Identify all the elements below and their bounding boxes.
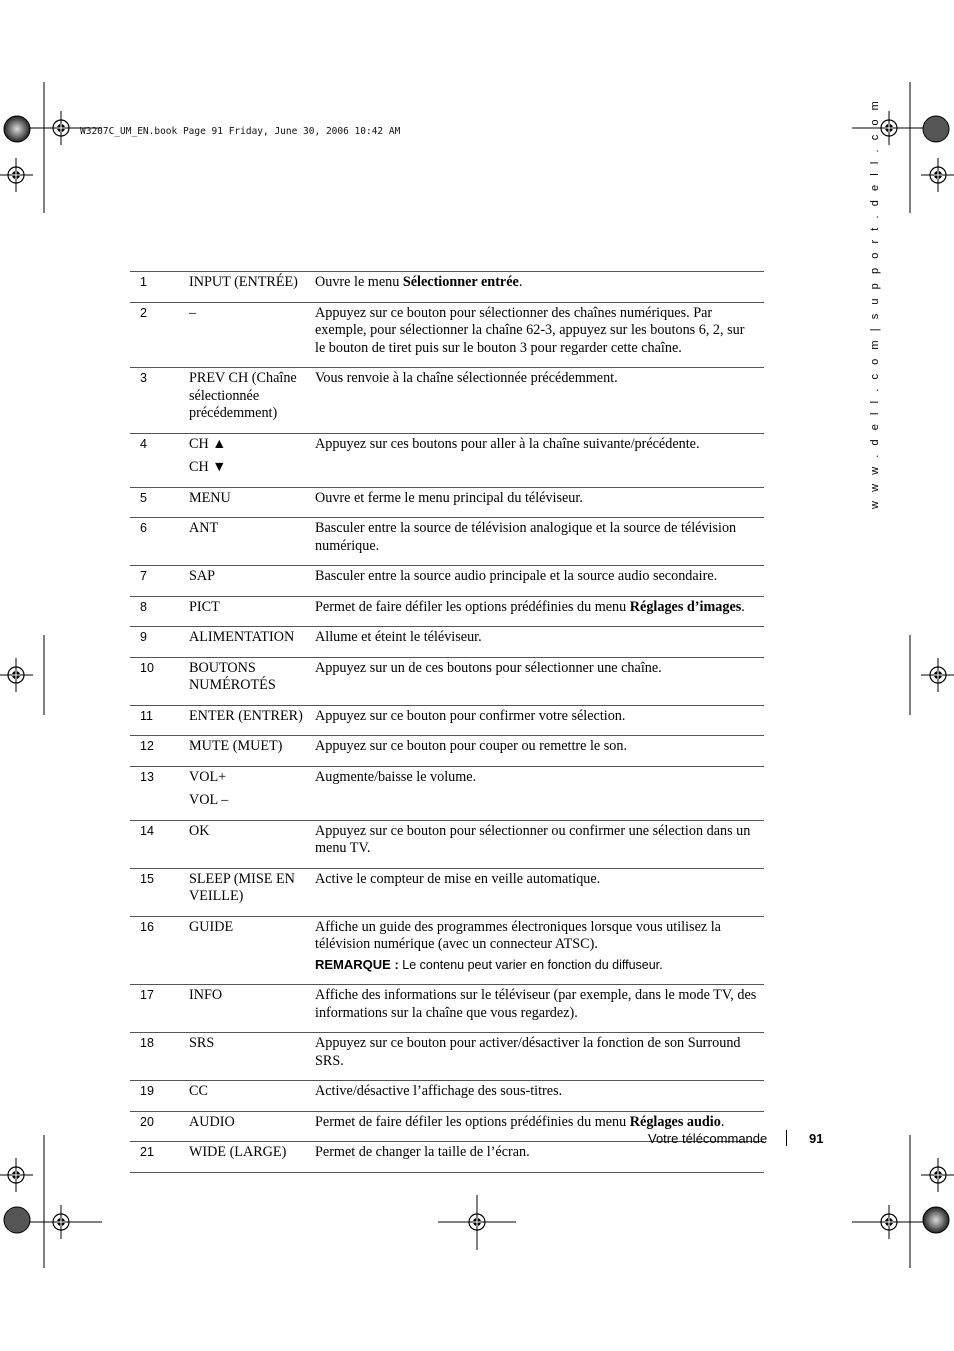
description-text: Active/désactive l’affichage des sous-titres. (315, 1083, 563, 1099)
button-label: CC (189, 1083, 208, 1099)
description-text: Affiche un guide des programmes électroniques lorsque vous utilisez la télévision numérique (avec un connecteur ATSC). (315, 918, 721, 952)
row-number: 10 (130, 657, 189, 705)
row-number: 4 (130, 433, 189, 487)
button-name (189, 820, 315, 868)
button-name (189, 433, 315, 487)
button-description (315, 1081, 764, 1112)
button-description (315, 518, 764, 566)
button-label: ENTER (ENTRER) (189, 707, 303, 724)
footer-separator (786, 1130, 787, 1146)
table-row (130, 368, 764, 434)
button-description (315, 736, 764, 767)
menu-name: Sélectionner entrée (402, 274, 519, 290)
print-header: W3207C_UM_EN.book Page 91 Friday, June 30, 2006 10:42 AM (80, 126, 401, 137)
button-name (189, 627, 315, 658)
button-name (189, 1142, 315, 1173)
row-number: 17 (130, 985, 189, 1033)
note-text: Le contenu peut varier en fonction du diffuseur. (398, 957, 663, 972)
button-description (315, 916, 764, 985)
remote-buttons-table (130, 271, 764, 1173)
button-name (189, 302, 315, 368)
row-number: 21 (130, 1142, 189, 1173)
description-end: . (720, 1113, 725, 1130)
button-description (315, 487, 764, 518)
row-number: 14 (130, 820, 189, 868)
row-number: 5 (130, 487, 189, 518)
description-text: Permet de faire défiler les options prédéfinies du menu (315, 598, 630, 615)
row-number: 12 (130, 736, 189, 767)
button-label: SAP (189, 568, 216, 584)
button-label: GUIDE (189, 918, 234, 935)
description-end: . (518, 274, 523, 290)
table-row (130, 596, 764, 627)
description-text: Appuyez sur ce bouton pour confirmer votre sélection. (315, 707, 626, 724)
side-url (869, 98, 887, 509)
button-description (315, 1033, 764, 1081)
button-label: SRS (189, 1035, 215, 1051)
button-description (315, 272, 764, 303)
button-description (315, 1142, 764, 1173)
row-number: 3 (130, 368, 189, 434)
table-row (130, 820, 764, 868)
button-label: PICT (189, 598, 220, 615)
row-number: 11 (130, 705, 189, 736)
button-name (189, 1033, 315, 1081)
table-row (130, 566, 764, 597)
description-text: Ouvre et ferme le menu principal du téléviseur. (315, 489, 583, 506)
button-name (189, 566, 315, 597)
row-number: 2 (130, 302, 189, 368)
description-text: Appuyez sur ce bouton pour activer/désactiver la fonction de son Surround SRS. (315, 1035, 741, 1069)
row-number: 19 (130, 1081, 189, 1112)
row-number: 6 (130, 518, 189, 566)
description-text: Affiche des informations sur le téléviseur (par exemple, dans le mode TV, des informations sur la chaîne que vous regardez). (315, 987, 757, 1021)
description-text: Appuyez sur ce bouton pour sélectionner des chaînes numériques. Par exemple, pour sélectionner la chaîne 62-3, appuyez sur les boutons 6, 2, sur le bouton de tiret puis sur le bouton 3 pour regarder cette chaîne. (315, 304, 745, 356)
button-name (189, 868, 315, 916)
row-number: 9 (130, 627, 189, 658)
button-label-secondary: CH ▼ (189, 459, 227, 475)
button-name (189, 368, 315, 434)
menu-name: Réglages audio (629, 1113, 721, 1130)
button-label: AUDIO (189, 1113, 235, 1130)
menu-name: Réglages d’images (629, 598, 742, 615)
button-name (189, 596, 315, 627)
table-row (130, 487, 764, 518)
button-description (315, 985, 764, 1033)
description-text: Basculer entre la source de télévision analogique et la source de télévision numérique. (315, 520, 737, 554)
note (315, 956, 758, 975)
button-name (189, 518, 315, 566)
button-label: ANT (189, 520, 219, 536)
row-number: 16 (130, 916, 189, 985)
button-name (189, 272, 315, 303)
description-text: Basculer entre la source audio principale et la source audio secondaire. (315, 568, 718, 584)
side-url-text: w w w . d e l l . c o m | s u p p o r t . d e l l . c o m (869, 98, 881, 509)
button-description (315, 766, 764, 820)
button-label-secondary: VOL – (189, 792, 229, 808)
table-row (130, 916, 764, 985)
button-label: OK (189, 822, 210, 839)
description-text: Permet de changer la taille de l’écran. (315, 1144, 530, 1160)
table-row (130, 657, 764, 705)
note-label: REMARQUE : (315, 956, 399, 972)
table-row (130, 985, 764, 1033)
description-text: Appuyez sur ces boutons pour aller à la chaîne suivante/précédente. (315, 435, 700, 452)
table-row (130, 1142, 764, 1173)
description-end: . (741, 598, 745, 615)
row-number: 18 (130, 1033, 189, 1081)
table-row (130, 627, 764, 658)
button-label: INPUT (ENTRÉE) (189, 274, 298, 290)
description-text: Ouvre le menu (315, 274, 403, 290)
button-name (189, 1081, 315, 1112)
row-number: 8 (130, 596, 189, 627)
button-name (189, 487, 315, 518)
table-row (130, 1033, 764, 1081)
button-label: – (189, 304, 197, 321)
table-row (130, 433, 764, 487)
button-label: INFO (189, 987, 223, 1003)
description-text: Allume et éteint le téléviseur. (315, 629, 482, 645)
button-label: BOUTONS NUMÉROTÉS (189, 659, 276, 693)
button-description (315, 868, 764, 916)
button-description (315, 368, 764, 434)
button-name (189, 657, 315, 705)
button-label: ALIMENTATION (189, 629, 295, 645)
description-text: Appuyez sur ce bouton pour sélectionner ou confirmer une sélection dans un menu TV. (315, 822, 751, 856)
table-row (130, 272, 764, 303)
table-row (130, 1081, 764, 1112)
row-number: 1 (130, 272, 189, 303)
button-description (315, 820, 764, 868)
row-number: 20 (130, 1111, 189, 1142)
button-label: SLEEP (MISE EN VEILLE) (189, 870, 295, 904)
description-text: Appuyez sur un de ces boutons pour sélectionner une chaîne. (315, 659, 662, 676)
button-name (189, 705, 315, 736)
description-text: Augmente/baisse le volume. (315, 768, 477, 785)
description-text: Permet de faire défiler les options prédéfinies du menu (315, 1113, 630, 1130)
button-label: PREV CH (Chaîne sélectionnée précédemment) (189, 370, 297, 421)
row-number: 7 (130, 566, 189, 597)
table-row (130, 518, 764, 566)
description-text: Active le compteur de mise en veille automatique. (315, 870, 601, 887)
table-row (130, 302, 764, 368)
button-label: CH ▲ (189, 435, 227, 452)
button-description (315, 627, 764, 658)
description-text: Vous renvoie à la chaîne sélectionnée précédemment. (315, 370, 618, 386)
page-number: 91 (809, 1131, 824, 1146)
table-row (130, 868, 764, 916)
button-description (315, 433, 764, 487)
button-name (189, 916, 315, 985)
button-name (189, 766, 315, 820)
row-number: 13 (130, 766, 189, 820)
table-row (130, 766, 764, 820)
description-text: Appuyez sur ce bouton pour couper ou remettre le son. (315, 738, 628, 754)
button-description (315, 566, 764, 597)
button-name (189, 1111, 315, 1142)
button-description (315, 705, 764, 736)
button-description (315, 657, 764, 705)
button-name (189, 985, 315, 1033)
button-description (315, 302, 764, 368)
table-row (130, 736, 764, 767)
button-label: MENU (189, 489, 231, 506)
button-description (315, 596, 764, 627)
button-label: WIDE (LARGE) (189, 1144, 287, 1160)
row-number: 15 (130, 868, 189, 916)
button-label: VOL+ (189, 768, 227, 785)
table-row (130, 705, 764, 736)
footer-title: Votre télécommande (648, 1131, 768, 1146)
button-label: MUTE (MUET) (189, 738, 283, 754)
button-name (189, 736, 315, 767)
